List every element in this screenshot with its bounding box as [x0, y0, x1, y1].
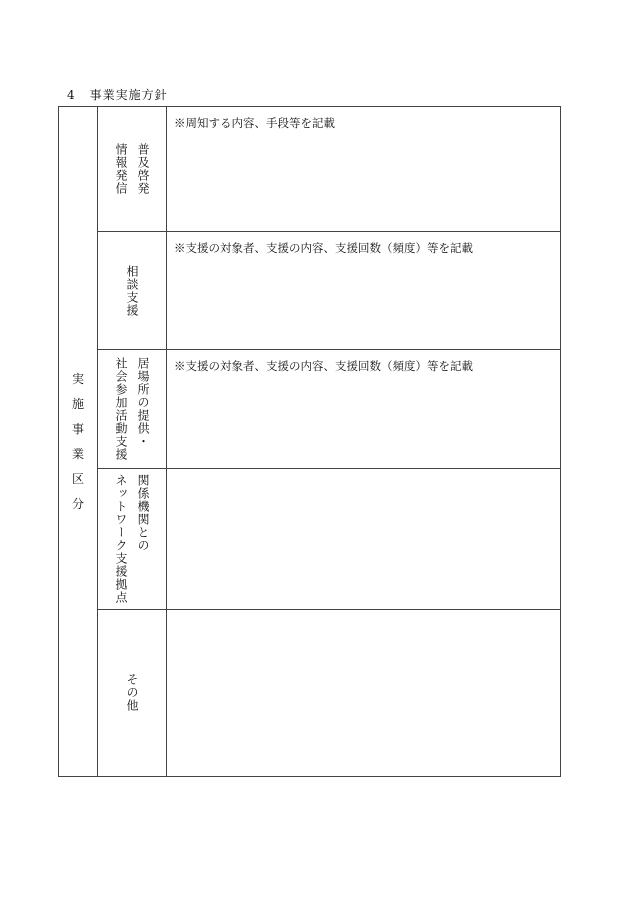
section-heading [67, 86, 168, 103]
content-cell-network-support[interactable] [167, 468, 561, 609]
table-row [59, 232, 561, 350]
implementation-category-label [59, 107, 98, 777]
content-cell-other[interactable] [167, 609, 561, 776]
content-note: ※周知する内容、手段等を記載 [174, 116, 335, 130]
table-row [59, 609, 561, 776]
category-cell-place-provision [98, 350, 167, 468]
category-label: その他 [125, 673, 139, 713]
content-cell-consultation[interactable] [167, 232, 561, 350]
category-label: 関係機関との ネットワーク支援拠点 [114, 473, 150, 604]
category-cell-awareness [98, 107, 167, 232]
content-note: ※支援の対象者、支援の内容、支援回数（頻度）等を記載 [174, 359, 473, 374]
category-cell-consultation [98, 232, 167, 350]
category-label: 普及啓発 情報発信 [114, 143, 150, 196]
implementation-policy-table [58, 106, 561, 777]
table-row [59, 107, 561, 232]
category-cell-other [98, 609, 167, 776]
outer-label-char: 事 [71, 421, 84, 436]
section-title: 事業実施方針 [89, 88, 168, 102]
category-cell-network-support [98, 468, 167, 609]
content-cell-place-provision[interactable] [167, 350, 561, 468]
content-cell-awareness[interactable] [167, 107, 561, 232]
category-label: 居場所の提供・ 社会参加活動支援 [114, 356, 150, 461]
content-note: ※支援の対象者、支援の内容、支援回数（頻度）等を記載 [174, 241, 473, 256]
table-row [59, 350, 561, 468]
outer-label-char: 施 [71, 396, 84, 411]
section-number: 4 [67, 88, 76, 102]
table-row [59, 468, 561, 609]
category-label: 相談支援 [125, 264, 139, 317]
outer-label-char: 分 [71, 496, 84, 511]
outer-label-char: 区 [71, 471, 84, 486]
outer-label-char: 実 [71, 371, 84, 386]
outer-label-char: 業 [71, 446, 84, 461]
